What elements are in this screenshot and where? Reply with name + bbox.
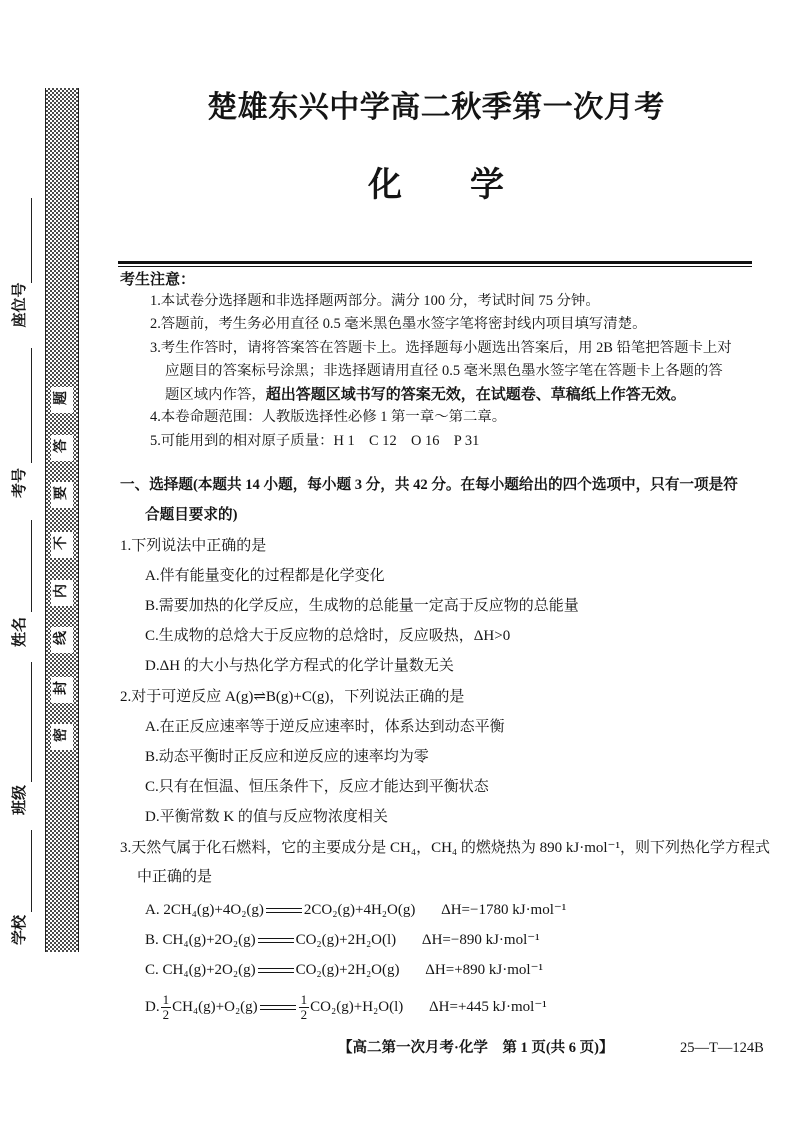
equation-rhs: CO₂(g)+H₂O(l) bbox=[310, 999, 404, 1015]
equation-rhs: CO₂(g)+2H₂O(g) bbox=[295, 962, 400, 978]
question-stem: 3.天然气属于化石燃料，它的主要成分是 CH₄，CH₄ 的燃烧热为 890 kJ·mol⁻¹，则下列热化学方程式 bbox=[120, 840, 770, 856]
question-stem: 1.下列说法中正确的是 bbox=[120, 538, 267, 554]
question-2 bbox=[120, 682, 780, 832]
exam-number-line bbox=[31, 348, 32, 463]
notice-item: 3.考生作答时，请将答案答在答题卡上。选择题每小题选出答案后，用 2B 铅笔把答题卡上对 bbox=[150, 339, 732, 356]
class-label: 班级 bbox=[12, 785, 28, 816]
notice-emphasis: 超出答题区域书写的答案无效，在试题卷、草稿纸上作答无效。 bbox=[265, 385, 686, 404]
notice-text: 题区域内作答， bbox=[165, 387, 266, 404]
section-heading bbox=[120, 470, 770, 530]
seat-number-label: 座位号 bbox=[12, 282, 28, 328]
option-label: C. bbox=[145, 962, 159, 978]
seal-char: 封 bbox=[51, 677, 73, 703]
option-d: D.ΔH 的大小与热化学方程式的化学计量数无关 bbox=[145, 658, 454, 674]
equation-lhs: CH₄(g)+O₂(g) bbox=[172, 999, 258, 1015]
question-1 bbox=[120, 531, 780, 681]
fraction-coefficient bbox=[299, 993, 310, 1022]
question-stem-continued: 中正确的是 bbox=[137, 869, 213, 885]
seal-strip bbox=[45, 88, 79, 952]
seal-char: 题 bbox=[51, 387, 73, 413]
class-line bbox=[31, 662, 32, 782]
equation-lhs: CH₄(g)+2O₂(g) bbox=[162, 932, 256, 948]
seal-char: 不 bbox=[51, 532, 73, 558]
enthalpy-change: ΔH=−1780 kJ·mol⁻¹ bbox=[441, 902, 567, 918]
option-d: D.平衡常数 K 的值与反应物浓度相关 bbox=[145, 809, 388, 825]
equals-sign bbox=[258, 968, 294, 973]
enthalpy-change: ΔH=+445 kJ·mol⁻¹ bbox=[429, 999, 547, 1015]
notice-item-continued: 应题目的答案标号涂黑；非选择题请用直径 0.5 毫米黑色墨水签字笔在答题卡上各题的答 bbox=[165, 362, 723, 379]
paper-code: 25—T—124B bbox=[680, 1040, 764, 1056]
option-b: B.需要加热的化学反应，生成物的总能量一定高于反应物的总能量 bbox=[145, 598, 579, 614]
option-b bbox=[120, 925, 780, 955]
name-line bbox=[31, 520, 32, 612]
exam-title: 楚雄东兴中学高二秋季第一次月考 bbox=[207, 91, 665, 124]
equation-lhs: CH₄(g)+2O₂(g) bbox=[162, 962, 256, 978]
seal-char: 密 bbox=[51, 724, 73, 750]
subject-title: 化 学 bbox=[368, 167, 504, 204]
option-label: A. bbox=[145, 902, 160, 918]
option-c bbox=[120, 955, 780, 985]
equation-rhs: 2CO₂(g)+4H₂O(g) bbox=[303, 902, 416, 918]
option-c: C.生成物的总焓大于反应物的总焓时，反应吸热，ΔH>0 bbox=[145, 628, 511, 644]
question-stem: 2.对于可逆反应 A(g)⇌B(g)+C(g)，下列说法正确的是 bbox=[120, 689, 465, 705]
option-label: B. bbox=[145, 932, 159, 948]
equals-sign bbox=[266, 908, 302, 913]
seal-char: 要 bbox=[51, 482, 73, 508]
exam-notice bbox=[120, 270, 760, 453]
equation-lhs: 2CH₄(g)+4O₂(g) bbox=[163, 902, 264, 918]
school-label: 学校 bbox=[12, 915, 28, 946]
notice-item: 4.本卷命题范围：人教版选择性必修 1 第一章～第二章。 bbox=[150, 409, 507, 426]
section-heading-line: 合题目要求的) bbox=[145, 507, 238, 523]
notice-heading: 考生注意： bbox=[120, 272, 196, 288]
exam-number-label: 考号 bbox=[12, 468, 28, 499]
notice-item: 2.答题前，考生务必用直径 0.5 毫米黑色墨水签字笔将密封线内项目填写清楚。 bbox=[150, 316, 647, 333]
school-line bbox=[31, 830, 32, 912]
seal-char: 线 bbox=[51, 627, 73, 653]
enthalpy-change: ΔH=−890 kJ·mol⁻¹ bbox=[421, 932, 540, 948]
fraction-numerator: 1 bbox=[300, 992, 308, 1008]
option-a: A.伴有能量变化的过程都是化学变化 bbox=[145, 568, 385, 584]
seal-char: 内 bbox=[51, 580, 73, 606]
equals-sign bbox=[260, 1005, 296, 1010]
seat-number-line bbox=[31, 198, 32, 283]
option-b: B.动态平衡时正反应和逆反应的速率均为零 bbox=[145, 749, 429, 765]
fraction-coefficient bbox=[161, 993, 172, 1022]
options bbox=[120, 895, 780, 1027]
option-c: C.只有在恒温、恒压条件下，反应才能达到平衡状态 bbox=[145, 779, 489, 795]
option-a: A.在正反应速率等于逆反应速率时，体系达到动态平衡 bbox=[145, 719, 505, 735]
notice-item: 5.可能用到的相对原子质量：H 1 C 12 O 16 P 31 bbox=[150, 432, 480, 449]
header-rule-thin bbox=[118, 266, 752, 267]
header-rule bbox=[118, 261, 752, 264]
enthalpy-change: ΔH=+890 kJ·mol⁻¹ bbox=[425, 962, 543, 978]
option-a bbox=[120, 895, 780, 925]
fraction-denominator: 2 bbox=[162, 1007, 170, 1023]
seal-char: 答 bbox=[51, 435, 73, 461]
fraction-numerator: 1 bbox=[162, 992, 170, 1008]
section-heading-line: 一、选择题(本题共 14 小题，每小题 3 分，共 42 分。在每小题给出的四个选项中，只有一项是符 bbox=[120, 477, 738, 493]
notice-item: 1.本试卷分选择题和非选择题两部分。满分 100 分，考试时间 75 分钟。 bbox=[150, 293, 600, 309]
name-label: 姓名 bbox=[12, 617, 28, 648]
equation-rhs: CO₂(g)+2H₂O(l) bbox=[295, 932, 397, 948]
page-info: 【高二第一次月考·化学 第 1 页(共 6 页)】 bbox=[338, 1040, 614, 1056]
equals-sign bbox=[258, 938, 294, 943]
option-d bbox=[120, 987, 780, 1027]
notice-item-continued bbox=[120, 383, 760, 406]
question-3 bbox=[120, 834, 780, 1027]
option-label: D. bbox=[145, 999, 160, 1015]
fraction-denominator: 2 bbox=[300, 1007, 308, 1023]
